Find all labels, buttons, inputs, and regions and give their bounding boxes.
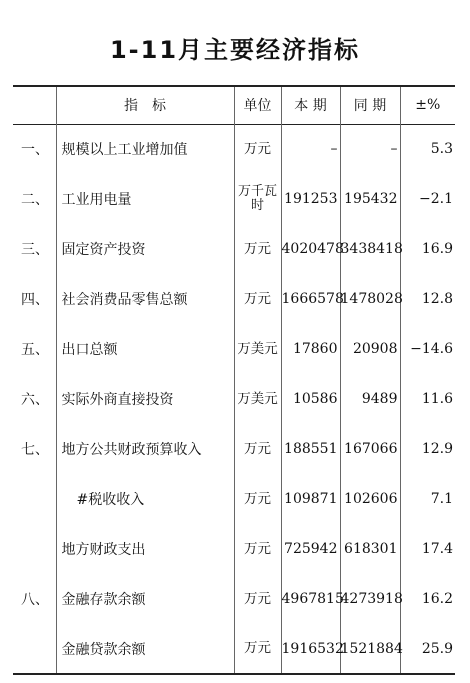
row-index: 一、 <box>21 142 49 159</box>
row-change: 16.9 <box>400 224 455 274</box>
row-current: 188551 <box>281 424 340 474</box>
row-change: 7.1 <box>400 474 455 524</box>
row-change: 12.8 <box>400 274 455 324</box>
table-row <box>13 424 455 474</box>
row-same-period: 20908 <box>340 324 400 374</box>
row-current: 109871 <box>281 474 340 524</box>
row-index: 二、 <box>21 192 49 208</box>
header-same-period: 同 期 <box>340 86 400 124</box>
row-change: 17.4 <box>400 524 455 574</box>
row-change: 5.3 <box>400 124 455 174</box>
indicators-table <box>13 85 455 675</box>
row-index: 八、 <box>21 592 49 608</box>
header-index <box>13 86 56 124</box>
row-same-period: 1478028 <box>340 274 400 324</box>
row-current: 1666578 <box>281 274 340 324</box>
row-index <box>13 474 56 524</box>
table-row <box>13 224 455 274</box>
row-change: 12.9 <box>400 424 455 474</box>
row-unit: 万元 <box>234 474 281 524</box>
row-same-period: 618301 <box>340 524 400 574</box>
row-current: – <box>281 124 340 174</box>
row-change: 25.9 <box>400 624 455 674</box>
row-same-period: 167066 <box>340 424 400 474</box>
row-same-period: 9489 <box>340 374 400 424</box>
row-change: 11.6 <box>400 374 455 424</box>
row-change: −14.6 <box>400 324 455 374</box>
table-row <box>13 574 455 624</box>
header-indicator: 指 标 <box>56 86 234 124</box>
row-unit: 万元 <box>234 224 281 274</box>
row-indicator: 社会消费品零售总额 <box>56 274 234 324</box>
table-row <box>13 374 455 424</box>
row-same-period: 3438418 <box>340 224 400 274</box>
row-same-period: 195432 <box>340 174 400 224</box>
table-row <box>13 174 455 224</box>
row-indicator: 出口总额 <box>56 324 234 374</box>
row-unit: 万元 <box>234 524 281 574</box>
row-unit: 万元 <box>234 574 281 624</box>
header-change: ±% <box>400 86 455 124</box>
row-index: 六、 <box>21 392 49 408</box>
row-indicator: 金融贷款余额 <box>56 624 234 674</box>
row-index <box>13 624 56 674</box>
row-current: 10586 <box>281 374 340 424</box>
row-current: 4020478 <box>281 224 340 274</box>
row-unit: 万元 <box>234 274 281 324</box>
row-current: 191253 <box>281 174 340 224</box>
row-current: 725942 <box>281 524 340 574</box>
row-indicator: 固定资产投资 <box>56 224 234 274</box>
row-change: −2.1 <box>400 174 455 224</box>
table-row <box>13 524 455 574</box>
header-row <box>13 86 455 124</box>
row-indicator: #税收收入 <box>56 474 234 524</box>
row-index: 四、 <box>21 292 49 308</box>
row-indicator: 地方财政支出 <box>56 524 234 574</box>
row-same-period: – <box>340 124 400 174</box>
header-current: 本 期 <box>281 86 340 124</box>
row-indicator: 工业用电量 <box>56 174 234 224</box>
row-unit: 万元 <box>234 124 281 174</box>
row-unit: 万美元 <box>234 324 281 374</box>
row-index: 七、 <box>21 442 49 458</box>
row-index: 三、 <box>21 242 49 258</box>
table-row <box>13 324 455 374</box>
row-current: 4967815 <box>281 574 340 624</box>
row-indicator: 规模以上工业增加值 <box>56 124 234 174</box>
header-unit: 单位 <box>234 86 281 124</box>
table-row <box>13 124 455 174</box>
row-unit: 万元 <box>234 424 281 474</box>
row-unit: 万美元 <box>234 374 281 424</box>
row-unit: 万元 <box>234 624 281 674</box>
row-current: 17860 <box>281 324 340 374</box>
table-row <box>13 474 455 524</box>
row-same-period: 1521884 <box>340 624 400 674</box>
table-row <box>13 624 455 674</box>
row-indicator: 金融存款余额 <box>56 574 234 624</box>
row-change: 16.2 <box>400 574 455 624</box>
row-same-period: 102606 <box>340 474 400 524</box>
table-row <box>13 274 455 324</box>
row-index: 五、 <box>21 342 49 358</box>
row-indicator: 地方公共财政预算收入 <box>56 424 234 474</box>
row-unit: 万千瓦时 <box>234 174 281 224</box>
row-current: 1916532 <box>281 624 340 674</box>
page-title: 1-11月主要经济指标 <box>109 36 361 64</box>
row-index <box>13 524 56 574</box>
row-same-period: 4273918 <box>340 574 400 624</box>
row-indicator: 实际外商直接投资 <box>56 374 234 424</box>
